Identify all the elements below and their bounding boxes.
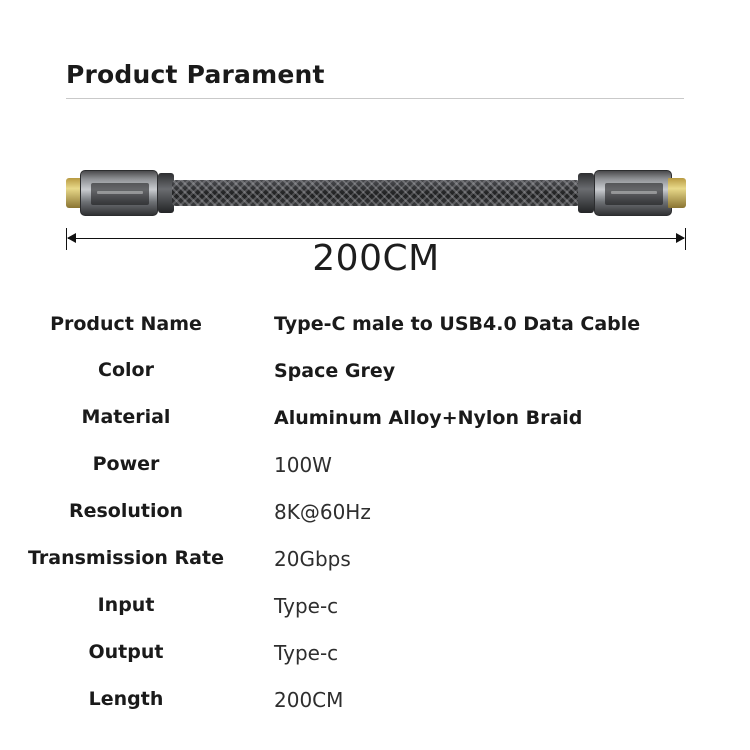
- spec-value: 200CM: [274, 687, 344, 712]
- spec-label: Output: [88, 641, 164, 663]
- table-row: [0, 535, 750, 582]
- braided-cable-body-icon: [172, 180, 580, 206]
- usb-c-cable-graphic: [66, 162, 686, 224]
- spec-label: Color: [98, 359, 154, 381]
- cable-collar-right-icon: [578, 173, 594, 213]
- connector-label-right-icon: [605, 183, 663, 205]
- header-divider: [66, 98, 684, 99]
- page-title: Product Parament: [66, 60, 325, 89]
- table-row: [0, 629, 750, 676]
- table-row: [0, 347, 750, 394]
- connector-tip-right-icon: [668, 178, 686, 208]
- spec-value: Aluminum Alloy+Nylon Braid: [274, 406, 583, 429]
- spec-label: Transmission Rate: [28, 547, 224, 569]
- page-header: [66, 58, 684, 99]
- connector-label-left-icon: [91, 183, 149, 205]
- spec-label: Power: [92, 453, 160, 475]
- table-row: [0, 394, 750, 441]
- spec-value: 100W: [274, 452, 332, 477]
- spec-label: Length: [88, 688, 164, 710]
- connector-housing-left-icon: [80, 170, 158, 216]
- spec-value: 8K@60Hz: [274, 499, 371, 524]
- table-row: [0, 676, 750, 723]
- spec-value: Type-c: [274, 593, 339, 618]
- table-row: [0, 488, 750, 535]
- spec-value: 20Gbps: [274, 546, 351, 571]
- spec-value: Type-C male to USB4.0 Data Cable: [274, 312, 641, 335]
- spec-value: Type-c: [274, 640, 339, 665]
- specification-table: [0, 300, 750, 723]
- table-row: [0, 300, 750, 347]
- table-row: [0, 441, 750, 488]
- connector-housing-right-icon: [594, 170, 672, 216]
- table-row: [0, 582, 750, 629]
- spec-value: Space Grey: [274, 359, 396, 382]
- dimension-label: 200CM: [312, 238, 440, 279]
- cable-illustration: [66, 150, 686, 279]
- spec-label: Input: [97, 594, 155, 616]
- spec-label: Material: [81, 406, 171, 428]
- spec-label: Resolution: [68, 500, 184, 522]
- spec-label: Product Name: [50, 312, 202, 335]
